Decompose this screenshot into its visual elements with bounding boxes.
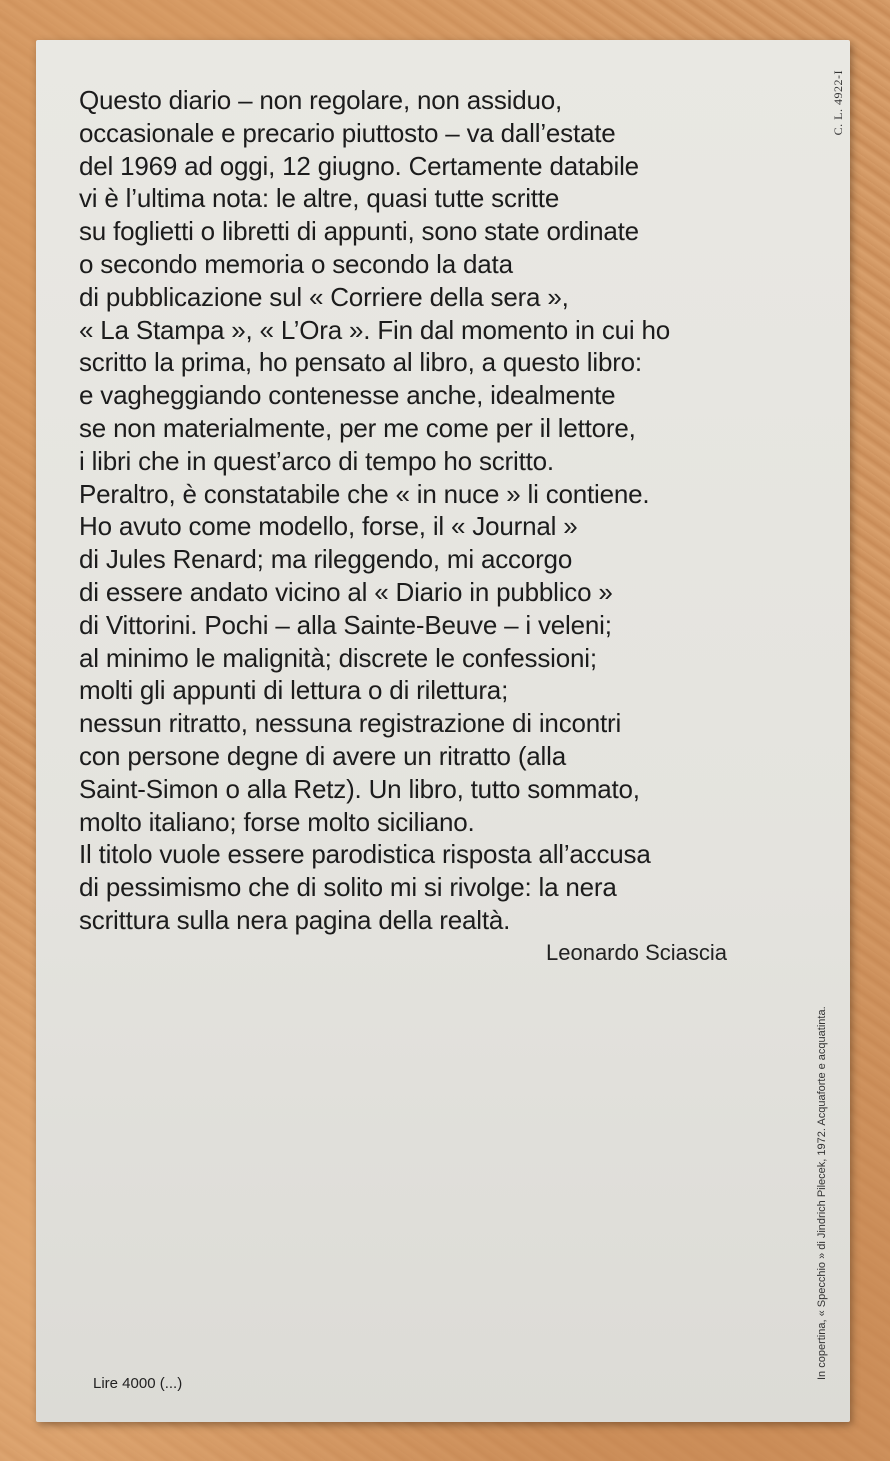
blurb-line: su foglietti o libretti di appunti, sono state ordinate <box>79 216 639 247</box>
blurb-line: di pubblicazione sul « Corriere della sera », <box>79 281 569 312</box>
author-signature: Leonardo Sciascia <box>546 940 728 965</box>
blurb-line: Questo diario – non regolare, non assiduo, <box>79 85 563 115</box>
blurb-line: vi è l’ultima nota: le altre, quasi tutte scritte <box>79 183 560 214</box>
blurb-line: Saint-Simon o alla Retz). Un libro, tutto sommato, <box>79 773 640 804</box>
blurb-line: o secondo memoria o secondo la data <box>79 248 513 279</box>
blurb-line: di essere andato vicino al « Diario in pubblico » <box>79 576 613 607</box>
blurb-line: Il titolo vuole essere parodistica risposta all’accusa <box>79 839 651 870</box>
blurb-line: se non materialmente, per me come per il lettore, <box>79 412 636 443</box>
blurb-line: e vagheggiando contenesse anche, idealmente <box>79 380 616 411</box>
blurb-line: Peraltro, è constatabile che « in nuce » li contiene. <box>79 478 650 509</box>
catalog-code: C. L. 4922-I <box>831 70 845 136</box>
price-label: Lire 4000 (...) <box>93 1375 183 1392</box>
blurb-text <box>79 84 799 937</box>
blurb-line: del 1969 ad oggi, 12 giugno. Certamente databile <box>79 150 639 181</box>
blurb-line: « La Stampa », « L’Ora ». Fin dal momento in cui ho <box>79 314 671 345</box>
blurb-line: Ho avuto come modello, forse, il « Journal » <box>79 511 578 542</box>
blurb-line: di Vittorini. Pochi – alla Sainte-Beuve – i veleni; <box>79 609 612 640</box>
cover-credit: In copertina, « Specchio » di Jindrich Pilecek, 1972. Acquaforte e acquatinta. <box>816 1006 828 1380</box>
book-back-cover <box>36 40 850 1422</box>
blurb-line: con persone degne di avere un ritratto (alla <box>79 740 566 771</box>
blurb-line: scrittura sulla nera pagina della realtà. <box>79 904 511 935</box>
blurb-line: nessun ritratto, nessuna registrazione di incontri <box>79 708 622 739</box>
blurb-line: di Jules Renard; ma rileggendo, mi accorgo <box>79 544 573 575</box>
blurb-line: di pessimismo che di solito mi si rivolge: la nera <box>79 872 617 903</box>
blurb-line: occasionale e precario piuttosto – va dall’estate <box>79 117 616 148</box>
blurb-line: molto italiano; forse molto siciliano. <box>79 806 475 837</box>
blurb-line: molti gli appunti di lettura o di rilettura; <box>79 675 509 706</box>
blurb-line: al minimo le malignità; discrete le confessioni; <box>79 642 597 673</box>
blurb-line: scritto la prima, ho pensato al libro, a questo libro: <box>79 347 642 378</box>
blurb-line: i libri che in quest’arco di tempo ho scritto. <box>79 445 554 476</box>
